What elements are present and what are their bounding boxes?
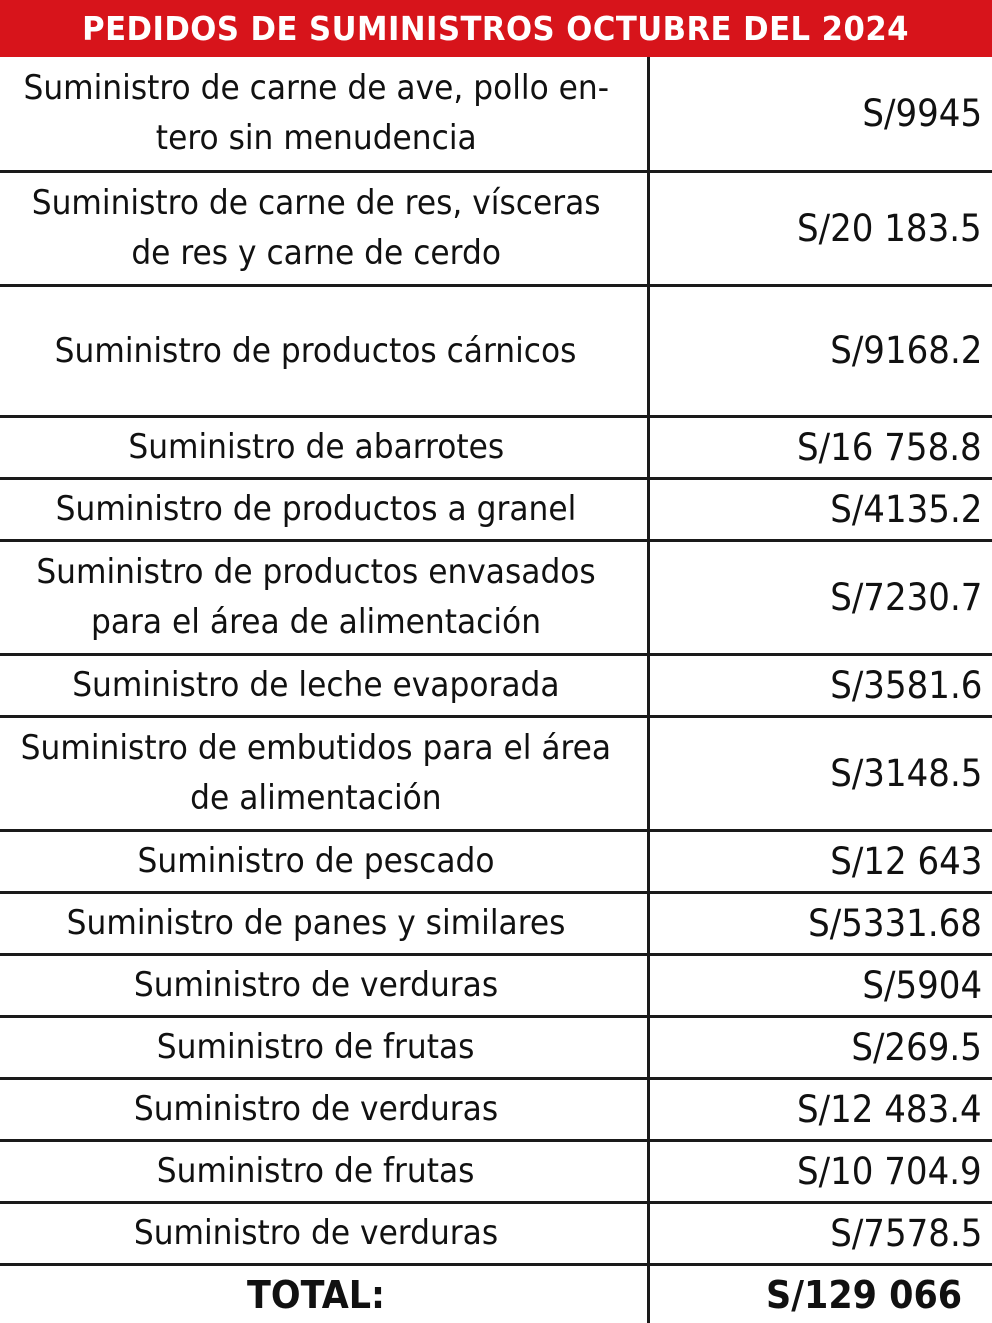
row-description: Suministro de verduras [0, 1078, 649, 1140]
row-amount: S/7578.5 [649, 1202, 992, 1264]
row-amount: S/3581.6 [649, 654, 992, 716]
table-row [0, 285, 992, 416]
row-description: Suministro de leche evaporada [0, 654, 649, 716]
row-description: Suministro de panes y similares [0, 892, 649, 954]
row-amount: S/16 758.8 [649, 416, 992, 478]
row-description: Suministro de verduras [0, 954, 649, 1016]
row-amount: S/20 183.5 [649, 171, 992, 285]
table-row [0, 1140, 992, 1202]
row-description: Suministro de frutas [0, 1140, 649, 1202]
total-row [0, 1264, 992, 1323]
table-row [0, 954, 992, 1016]
row-amount: S/12 483.4 [649, 1078, 992, 1140]
row-description: Suministro de carne de ave, pollo en- tero sin menudencia [0, 57, 649, 171]
table-row [0, 1078, 992, 1140]
supplies-table-wrapper [0, 57, 992, 1323]
table-row [0, 478, 992, 540]
row-description: Suministro de verduras [0, 1202, 649, 1264]
total-label: TOTAL: [0, 1264, 649, 1323]
table-row [0, 57, 992, 171]
supplies-table [0, 57, 992, 1323]
table-row [0, 171, 992, 285]
row-description: Suministro de pescado [0, 830, 649, 892]
row-description: Suministro de frutas [0, 1016, 649, 1078]
table-row [0, 892, 992, 954]
row-description: Suministro de embutidos para el área de alimentación [0, 716, 649, 830]
row-description: Suministro de productos a granel [0, 478, 649, 540]
table-row [0, 654, 992, 716]
table-row [0, 1202, 992, 1264]
row-amount: S/4135.2 [649, 478, 992, 540]
row-amount: S/7230.7 [649, 540, 992, 654]
row-amount: S/12 643 [649, 830, 992, 892]
row-amount: S/9945 [649, 57, 992, 171]
row-description: Suministro de carne de res, vísceras de res y carne de cerdo [0, 171, 649, 285]
table-row [0, 540, 992, 654]
table-row [0, 716, 992, 830]
table-row [0, 1016, 992, 1078]
row-amount: S/3148.5 [649, 716, 992, 830]
row-description: Suministro de productos envasados para el área de alimentación [0, 540, 649, 654]
row-amount: S/10 704.9 [649, 1140, 992, 1202]
row-description: Suministro de productos cárnicos [0, 285, 649, 416]
row-amount: S/5331.68 [649, 892, 992, 954]
table-row [0, 830, 992, 892]
table-header [0, 0, 992, 57]
table-row [0, 416, 992, 478]
row-amount: S/5904 [649, 954, 992, 1016]
total-amount: S/129 066 [649, 1264, 992, 1323]
page-title: PEDIDOS DE SUMINISTROS OCTUBRE DEL 2024 [82, 9, 910, 48]
row-description: Suministro de abarrotes [0, 416, 649, 478]
row-amount: S/269.5 [649, 1016, 992, 1078]
row-amount: S/9168.2 [649, 285, 992, 416]
